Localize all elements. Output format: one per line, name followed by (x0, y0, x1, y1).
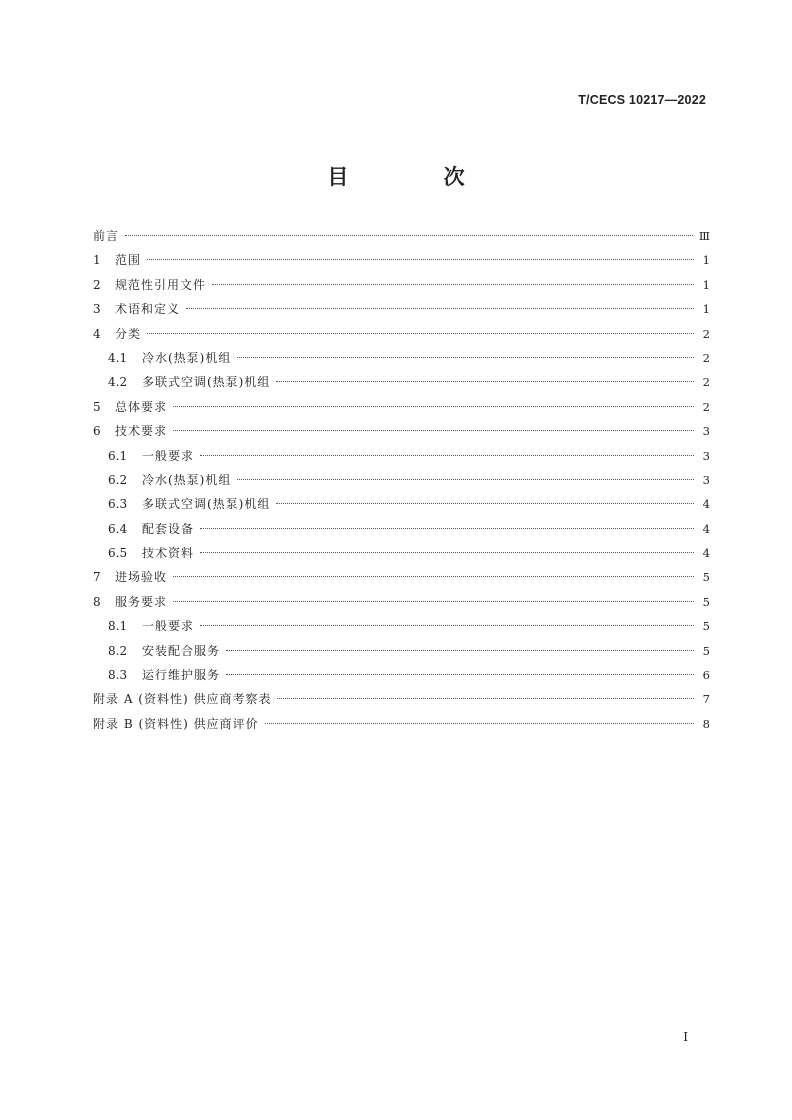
toc-entry-number: 5 (93, 399, 101, 414)
toc-entry[interactable] (93, 470, 710, 494)
toc-entry-label: 一般要求 (142, 619, 195, 634)
toc-entry-number: 6.2 (108, 472, 128, 487)
toc-dot-leader (173, 430, 694, 431)
toc-entry-label: 术语和定义 (115, 302, 181, 317)
toc-entry-page: 1 (702, 302, 710, 317)
toc-entry-number: 6.1 (108, 448, 128, 463)
table-of-contents (93, 226, 710, 738)
toc-entry-page: 5 (702, 594, 710, 609)
toc-entry-label: 多联式空调(热泵)机组 (142, 497, 271, 512)
toc-entry-label: 附录 B (资料性) 供应商评价 (93, 716, 259, 731)
toc-dot-leader (200, 552, 694, 553)
toc-entry[interactable] (93, 641, 710, 665)
toc-entry-label: 一般要求 (142, 448, 195, 463)
toc-entry-number: 6.3 (108, 497, 128, 512)
toc-entry[interactable] (93, 689, 710, 713)
toc-entry-page: 2 (702, 326, 710, 341)
toc-entry-page: 5 (702, 570, 710, 585)
toc-dot-leader (200, 625, 694, 626)
toc-entry-number: 6.5 (108, 546, 128, 561)
toc-entry-page: 6 (702, 668, 710, 683)
toc-entry-number: 3 (93, 302, 101, 317)
toc-dot-leader (200, 528, 694, 529)
toc-entry[interactable] (93, 567, 710, 591)
toc-entry-label: 冷水(热泵)机组 (142, 472, 232, 487)
toc-dot-leader (276, 381, 694, 382)
toc-entry[interactable] (93, 494, 710, 518)
page-title: 目 次 (327, 165, 509, 189)
toc-entry[interactable] (93, 372, 710, 396)
toc-entry-page: 1 (702, 277, 710, 292)
toc-entry[interactable] (93, 665, 710, 689)
toc-entry-label: 附录 A (资料性) 供应商考察表 (93, 692, 272, 707)
toc-dot-leader (212, 284, 694, 285)
toc-dot-leader (147, 333, 694, 334)
toc-entry[interactable] (93, 226, 710, 250)
toc-entry[interactable] (93, 299, 710, 323)
toc-dot-leader (237, 357, 694, 358)
toc-entry-label: 技术资料 (142, 546, 195, 561)
toc-entry-label: 技术要求 (115, 424, 168, 439)
toc-entry-number: 7 (93, 570, 101, 585)
toc-entry[interactable] (93, 519, 710, 543)
toc-entry-page: 3 (702, 448, 710, 463)
toc-entry-page: 1 (702, 253, 710, 268)
document-code: T/CECS 10217—2022 (578, 93, 706, 107)
toc-entry[interactable] (93, 250, 710, 274)
toc-dot-leader (173, 576, 694, 577)
toc-entry-label: 安装配合服务 (142, 643, 221, 658)
toc-entry-page: 4 (702, 497, 710, 512)
toc-entry[interactable] (93, 714, 710, 738)
toc-entry-number: 6.4 (108, 521, 128, 536)
toc-dot-leader (277, 698, 694, 699)
toc-dot-leader (200, 455, 694, 456)
toc-entry-label: 冷水(热泵)机组 (142, 350, 232, 365)
toc-entry-page: 4 (702, 546, 710, 561)
toc-dot-leader (237, 479, 694, 480)
toc-entry[interactable] (93, 421, 710, 445)
toc-entry-label: 进场验收 (115, 570, 168, 585)
toc-entry-label: 运行维护服务 (142, 668, 221, 683)
toc-entry-page: 3 (702, 424, 710, 439)
toc-entry[interactable] (93, 275, 710, 299)
toc-entry-number: 6 (93, 424, 101, 439)
toc-entry-page: 5 (702, 643, 710, 658)
toc-entry-label: 范围 (115, 253, 142, 268)
toc-entry-label: 多联式空调(热泵)机组 (142, 375, 271, 390)
toc-entry-page: Ⅲ (698, 229, 710, 243)
toc-entry-label: 服务要求 (115, 594, 168, 609)
toc-entry-number: 4.1 (108, 350, 128, 365)
toc-dot-leader (226, 650, 694, 651)
toc-entry-number: 8.1 (108, 619, 128, 634)
toc-entry[interactable] (93, 616, 710, 640)
toc-entry-label: 总体要求 (115, 399, 168, 414)
toc-entry[interactable] (93, 324, 710, 348)
toc-entry-page: 2 (702, 350, 710, 365)
toc-entry-number: 8.3 (108, 668, 128, 683)
toc-entry-number: 1 (93, 253, 101, 268)
toc-entry[interactable] (93, 348, 710, 372)
toc-entry[interactable] (93, 543, 710, 567)
toc-dot-leader (173, 406, 694, 407)
toc-entry-page: 4 (702, 521, 710, 536)
toc-entry-number: 4.2 (108, 375, 128, 390)
toc-entry-page: 2 (702, 399, 710, 414)
toc-entry-page: 3 (702, 472, 710, 487)
toc-entry-number: 8.2 (108, 643, 128, 658)
toc-entry-page: 2 (702, 375, 710, 390)
toc-dot-leader (276, 503, 694, 504)
toc-entry[interactable] (93, 397, 710, 421)
toc-entry-number: 4 (93, 326, 101, 341)
toc-entry-label: 分类 (115, 326, 142, 341)
toc-entry-page: 8 (702, 716, 710, 731)
toc-entry-number: 2 (93, 277, 101, 292)
toc-dot-leader (147, 259, 694, 260)
toc-entry-label: 前言 (93, 229, 120, 243)
toc-dot-leader (186, 308, 694, 309)
toc-entry-number: 8 (93, 594, 101, 609)
toc-entry-label: 配套设备 (142, 521, 195, 536)
toc-dot-leader (173, 601, 694, 602)
toc-dot-leader (265, 723, 694, 724)
toc-entry-label: 规范性引用文件 (115, 277, 207, 292)
toc-dot-leader (226, 674, 694, 675)
toc-dot-leader (125, 235, 693, 236)
toc-entry[interactable] (93, 592, 710, 616)
toc-entry-page: 5 (702, 619, 710, 634)
toc-entry[interactable] (93, 446, 710, 470)
footer-page-number: I (683, 1030, 688, 1044)
toc-entry-page: 7 (702, 692, 710, 707)
